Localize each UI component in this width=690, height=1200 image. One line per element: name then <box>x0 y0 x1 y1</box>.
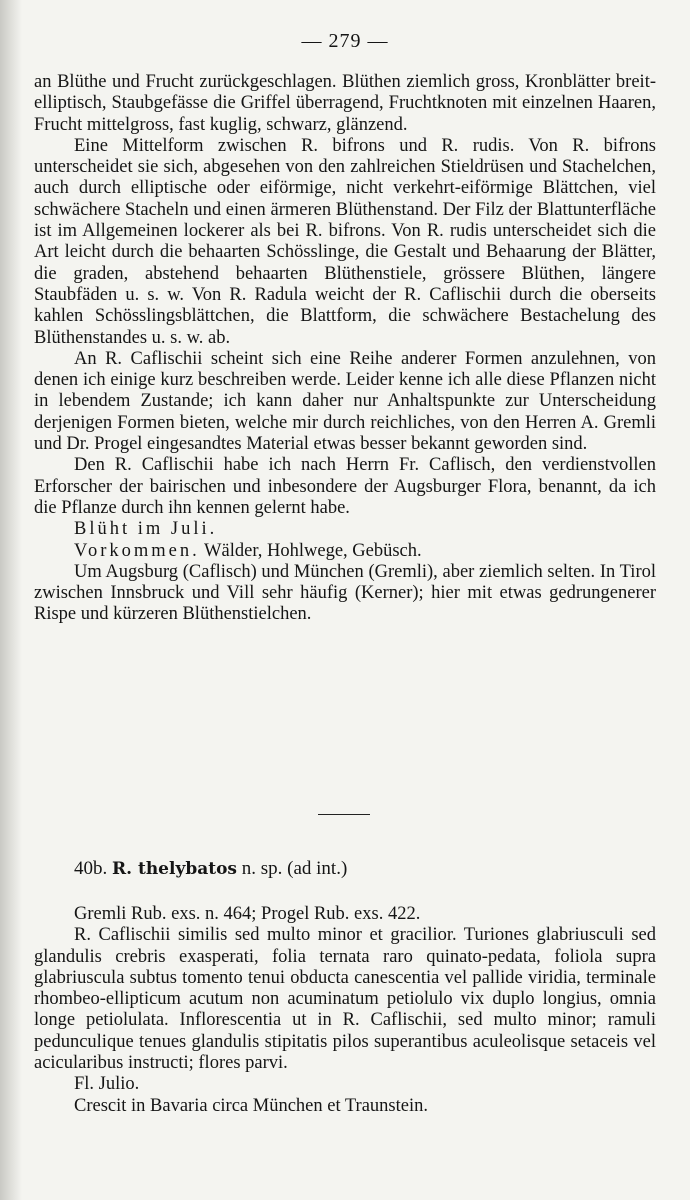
page-shadow-edge <box>0 0 22 1200</box>
species-name: R. thelybatos <box>112 859 237 879</box>
paragraph: an Blüthe und Frucht zurückgeschlagen. Blüthen ziemlich gross, Kronblätter breit-elliptisch, Staubgefässe die Griffel überragend, Fruchtknoten mit einzelnen Haaren, Frucht mittelgross, fast kuglig, schwarz, glänzend. <box>34 72 656 135</box>
latin-description: R. Caflischii similis sed multo minor et gracilior. Turiones glabriusculi sed glandulis crebris exasperati, folia ternata raro quinato-pedata, foliola supra glabriuscula subtus tomento tenui obducta canescentia vel pallide viridia, terminale rhombeo-ellipticum acutum non acuminatum petiolulo vix duplo longius, omnia longe petiolulata. Inflorescentia ut in R. Caflischii, sed multo minor; ramuli pedunculique tenues glandulis stipitatis pilos superantibus aculeolisque setaceis vel acicularibus instructi; flores parvi. <box>34 925 656 1074</box>
distribution-latin: Crescit in Bavaria circa München et Traunstein. <box>74 1095 428 1116</box>
paragraph: An R. Caflischii scheint sich eine Reihe anderer Formen anzulehnen, von denen ich einige kurz beschreiben werde. Leider kenne ich alle diese Pflanzen nicht in lebendem Zustande; ich kann daher nur Anhaltspunkte zur Unterscheidung derjenigen Formen bieten, welche mir durch reichliches, von den Herren A. Gremli und Dr. Progel eingesandtes Material etwas besser bekannt geworden sind. <box>34 348 656 455</box>
bottom-text-block <box>34 904 656 1117</box>
section-divider <box>318 814 370 815</box>
species-heading <box>74 858 347 880</box>
paragraph: Den R. Caflischii habe ich nach Herrn Fr. Caflisch, den verdienstvollen Erforscher der bairischen und inbesondere der Augsburger Flora, benannt, da ich die Pflanze durch ihn kennen gelernt habe. <box>34 455 656 518</box>
paragraph: Eine Mittelform zwischen R. bifrons und R. rudis. Von R. bifrons unterscheidet sie sich, abgesehen von den zahlreichen Stieldrüsen und Stachelchen, auch durch elliptische oder eiförmige, nicht verkehrt-eiförmige Blättchen, viel schwächere Stacheln und einen ärmeren Blüthenstand. Der Filz der Blattunterfläche ist im Allgemeinen lockerer als bei R. bifrons. Von R. rudis unterscheidet sich die Art leicht durch die behaarten Schösslinge, die Gestalt und Behaarung der Blätter, die graden, abstehend behaarten Blüthenstiele, grössere Blüthen, längere Staubfäden u. s. w. Von R. Radula weicht der R. Caflischii durch die oberseits kahlen Schösslingsblättchen, die Blattform, die schwächere Bestachelung des Blüthenstandes u. s. w. ab. <box>34 135 656 348</box>
occurrence-text: Wälder, Hohlwege, Gebüsch. <box>199 540 422 561</box>
occurrence <box>34 541 656 562</box>
paragraph: Um Augsburg (Caflisch) und München (Gremli), aber ziemlich selten. In Tirol zwischen Innsbruck und Vill sehr häufig (Kerner); hier mit etwas gedrungenerer Rispe und kürzeren Blüthenstielchen. <box>34 561 656 625</box>
flowering-latin: Fl. Julio. <box>74 1074 140 1095</box>
flowering-time: Blüht im Juli. <box>74 519 218 540</box>
species-number: 40b. <box>74 858 108 879</box>
species-suffix: n. sp. (ad int.) <box>237 858 348 879</box>
occurrence-label: Vorkommen. <box>74 540 200 561</box>
top-text-block <box>34 72 656 626</box>
page-number: — 279 — <box>301 30 389 52</box>
exsiccata-reference: Gremli Rub. exs. n. 464; Progel Rub. exs. 422. <box>74 904 421 924</box>
